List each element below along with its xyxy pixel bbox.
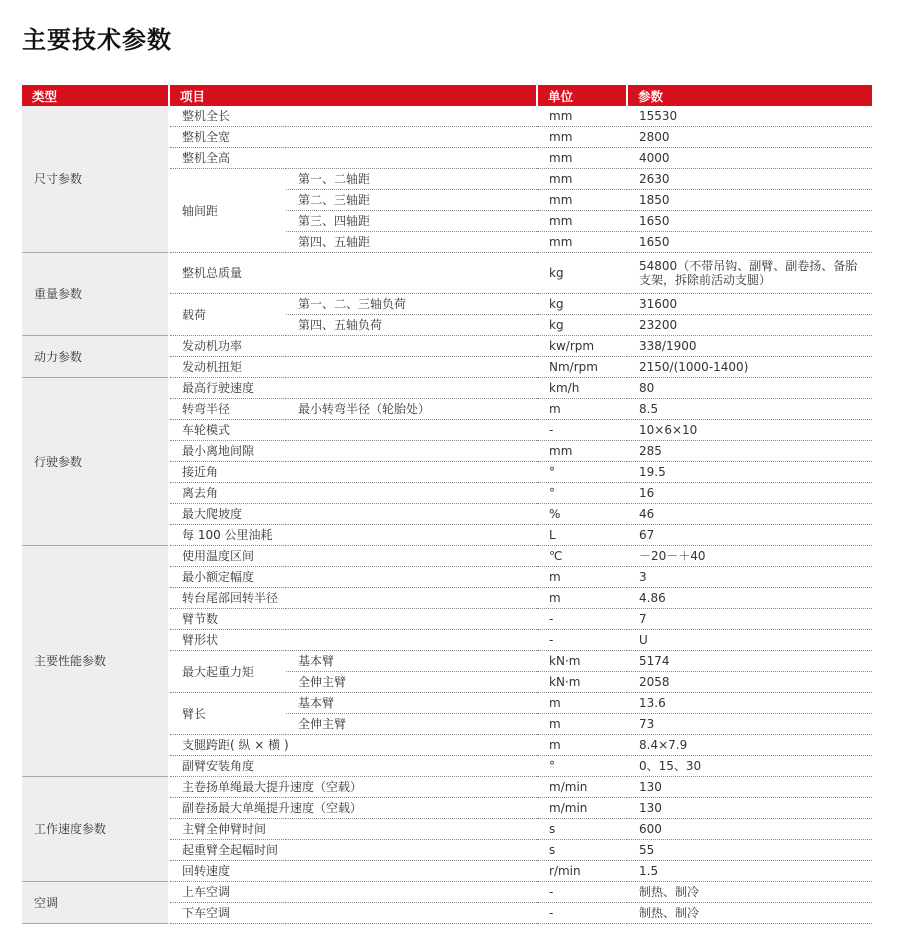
group-cell: 臂长 <box>169 693 286 735</box>
spec-table <box>22 85 872 924</box>
unit-cell: - <box>537 609 627 630</box>
table-row <box>22 882 872 903</box>
unit-cell: L <box>537 525 627 546</box>
item-cell: 副卷扬最大单绳提升速度（空载） <box>169 798 537 819</box>
item-cell: 支腿跨距( 纵 × 横 ) <box>169 735 537 756</box>
item-cell: 臂节数 <box>169 609 537 630</box>
value-cell: 13.6 <box>627 693 872 714</box>
subitem-cell: 第一、二轴距 <box>286 169 537 190</box>
value-cell: 1.5 <box>627 861 872 882</box>
value-cell: 1650 <box>627 211 872 232</box>
unit-cell: m <box>537 735 627 756</box>
value-cell: 2150/(1000-1400) <box>627 357 872 378</box>
item-cell: 整机总质量 <box>169 253 537 294</box>
unit-cell: - <box>537 630 627 651</box>
value-cell: 2630 <box>627 169 872 190</box>
subitem-cell: 第四、五轴负荷 <box>286 315 537 336</box>
value-cell: 16 <box>627 483 872 504</box>
value-cell: 8.5 <box>627 399 872 420</box>
item-cell: 起重臂全起幅时间 <box>169 840 537 861</box>
unit-cell: m/min <box>537 798 627 819</box>
subitem-cell: 全伸主臂 <box>286 714 537 735</box>
item-cell: 接近角 <box>169 462 537 483</box>
item-cell: 臂形状 <box>169 630 537 651</box>
unit-cell: Nm/rpm <box>537 357 627 378</box>
unit-cell: mm <box>537 106 627 127</box>
category-cell: 行驶参数 <box>22 378 169 546</box>
unit-cell: m <box>537 588 627 609</box>
item-cell: 主臂全伸臂时间 <box>169 819 537 840</box>
unit-cell: mm <box>537 127 627 148</box>
value-cell: 54800（不带吊钩、副臂、副卷扬、备胎支架，拆除前活动支腿） <box>627 253 872 294</box>
group-cell: 最大起重力矩 <box>169 651 286 693</box>
value-cell: U <box>627 630 872 651</box>
item-cell: 转台尾部回转半径 <box>169 588 537 609</box>
item-cell: 下车空调 <box>169 903 537 924</box>
value-cell: 7 <box>627 609 872 630</box>
category-cell: 空调 <box>22 882 169 924</box>
value-cell: 1650 <box>627 232 872 253</box>
value-cell: 2058 <box>627 672 872 693</box>
value-cell: 73 <box>627 714 872 735</box>
subitem-cell: 基本臂 <box>286 651 537 672</box>
unit-cell: kg <box>537 253 627 294</box>
unit-cell: kg <box>537 294 627 315</box>
value-cell: 4000 <box>627 148 872 169</box>
category-cell: 重量参数 <box>22 253 169 336</box>
value-cell: 制热、制冷 <box>627 903 872 924</box>
table-row <box>22 546 872 567</box>
unit-cell: m <box>537 693 627 714</box>
item-cell: 整机全高 <box>169 148 537 169</box>
value-cell: 3 <box>627 567 872 588</box>
item-cell: 每 100 公里油耗 <box>169 525 537 546</box>
category-cell: 尺寸参数 <box>22 106 169 253</box>
unit-cell: - <box>537 420 627 441</box>
value-cell: 130 <box>627 777 872 798</box>
value-cell: 0、15、30 <box>627 756 872 777</box>
unit-cell: - <box>537 882 627 903</box>
unit-cell: kN·m <box>537 672 627 693</box>
unit-cell: m <box>537 567 627 588</box>
value-cell: 285 <box>627 441 872 462</box>
unit-cell: kg <box>537 315 627 336</box>
unit-cell: mm <box>537 148 627 169</box>
table-row <box>22 777 872 798</box>
item-cell: 离去角 <box>169 483 537 504</box>
unit-cell: mm <box>537 190 627 211</box>
unit-cell: mm <box>537 441 627 462</box>
table-header-row <box>22 85 872 106</box>
value-cell: 19.5 <box>627 462 872 483</box>
value-cell: 130 <box>627 798 872 819</box>
subitem-cell: 第二、三轴距 <box>286 190 537 211</box>
unit-cell: - <box>537 903 627 924</box>
unit-cell: km/h <box>537 378 627 399</box>
value-cell: 4.86 <box>627 588 872 609</box>
page-title: 主要技术参数 <box>22 26 172 54</box>
item-cell: 车轮模式 <box>169 420 537 441</box>
item-cell: 上车空调 <box>169 882 537 903</box>
unit-cell: mm <box>537 169 627 190</box>
value-cell: 600 <box>627 819 872 840</box>
unit-cell: kw/rpm <box>537 336 627 357</box>
item-cell: 最小离地间隙 <box>169 441 537 462</box>
unit-cell: ° <box>537 483 627 504</box>
value-cell: 5174 <box>627 651 872 672</box>
category-cell: 主要性能参数 <box>22 546 169 777</box>
value-cell: 23200 <box>627 315 872 336</box>
unit-cell: mm <box>537 211 627 232</box>
subitem-cell: 第一、二、三轴负荷 <box>286 294 537 315</box>
unit-cell: r/min <box>537 861 627 882</box>
group-cell: 载荷 <box>169 294 286 336</box>
value-cell: 55 <box>627 840 872 861</box>
value-cell: 10×6×10 <box>627 420 872 441</box>
unit-cell: ℃ <box>537 546 627 567</box>
category-cell: 动力参数 <box>22 336 169 378</box>
table-row <box>22 336 872 357</box>
unit-cell: m <box>537 399 627 420</box>
subitem-cell: 基本臂 <box>286 693 537 714</box>
subitem-cell: 全伸主臂 <box>286 672 537 693</box>
unit-cell: mm <box>537 232 627 253</box>
value-cell: 31600 <box>627 294 872 315</box>
item-cell: 主卷扬单绳最大提升速度（空载） <box>169 777 537 798</box>
value-cell: 46 <box>627 504 872 525</box>
header-param: 参数 <box>627 85 872 106</box>
unit-cell: ° <box>537 462 627 483</box>
group-cell: 转弯半径 <box>169 399 286 420</box>
category-cell: 工作速度参数 <box>22 777 169 882</box>
subitem-cell: 最小转弯半径（轮胎处） <box>286 399 537 420</box>
item-cell: 发动机功率 <box>169 336 537 357</box>
item-cell: 回转速度 <box>169 861 537 882</box>
group-cell: 轴间距 <box>169 169 286 253</box>
value-cell: 1850 <box>627 190 872 211</box>
unit-cell: s <box>537 840 627 861</box>
table-row <box>22 378 872 399</box>
table-row <box>22 253 872 294</box>
table-row <box>22 106 872 127</box>
unit-cell: s <box>537 819 627 840</box>
item-cell: 副臂安装角度 <box>169 756 537 777</box>
subitem-cell: 第四、五轴距 <box>286 232 537 253</box>
unit-cell: ° <box>537 756 627 777</box>
unit-cell: m <box>537 714 627 735</box>
item-cell: 使用温度区间 <box>169 546 537 567</box>
header-unit: 单位 <box>537 85 627 106</box>
value-cell: 8.4×7.9 <box>627 735 872 756</box>
item-cell: 整机全长 <box>169 106 537 127</box>
value-cell: －20－＋40 <box>627 546 872 567</box>
value-cell: 2800 <box>627 127 872 148</box>
value-cell: 338/1900 <box>627 336 872 357</box>
value-cell: 67 <box>627 525 872 546</box>
unit-cell: % <box>537 504 627 525</box>
header-item: 项目 <box>169 85 537 106</box>
value-cell: 80 <box>627 378 872 399</box>
unit-cell: kN·m <box>537 651 627 672</box>
value-cell: 15530 <box>627 106 872 127</box>
item-cell: 发动机扭矩 <box>169 357 537 378</box>
header-type: 类型 <box>22 85 169 106</box>
unit-cell: m/min <box>537 777 627 798</box>
item-cell: 最小额定幅度 <box>169 567 537 588</box>
item-cell: 最大爬坡度 <box>169 504 537 525</box>
subitem-cell: 第三、四轴距 <box>286 211 537 232</box>
item-cell: 最高行驶速度 <box>169 378 537 399</box>
value-cell: 制热、制冷 <box>627 882 872 903</box>
item-cell: 整机全宽 <box>169 127 537 148</box>
